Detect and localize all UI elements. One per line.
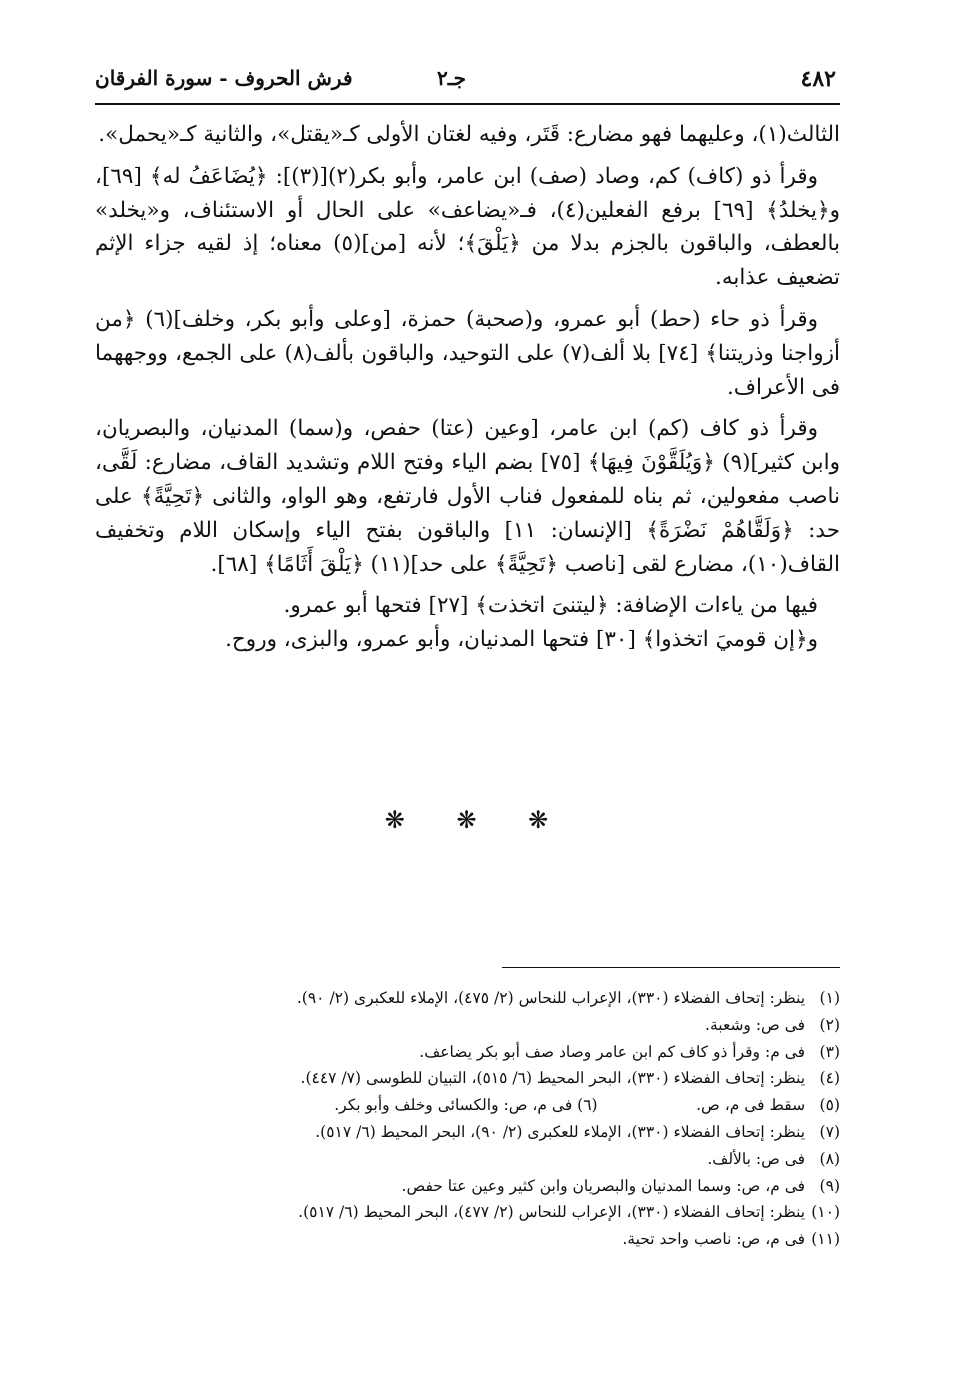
footnote [110, 985, 840, 1012]
footnote-number: (١١) [811, 1230, 840, 1249]
footnote-number: (٢) [819, 1015, 840, 1034]
footnote-text: فى ص: بالألف. [707, 1149, 806, 1168]
chapter-title: فرش الحروف - سورة الفرقان [95, 66, 353, 90]
paragraph: وقرأ ذو حاء (حط) أبو عمرو، و(صحبة) حمزة، [وعلى وأبو بكر، وخلف](٦) ﴿من أزواجنا وذريتنا﴾ [٧٤] بلا ألف(٧) على التوحيد، والباقون بألف(٨) على الجمع، ووجههما فى الأعراف. [95, 306, 840, 400]
footnote [110, 1119, 840, 1146]
footnote-number: (٧) [819, 1122, 840, 1141]
footnote-number: (٩) [819, 1176, 840, 1195]
footnote [110, 1039, 840, 1066]
footnote-text: ينظر: إتحاف الفضلاء (٣٣٠)، البحر المحيط (٦/ ٥١٥)، التبيان للطوسى (٧/ ٤٤٧). [300, 1069, 806, 1088]
footnote-text: فى م، ص: ناصب واحد تحية. [622, 1230, 806, 1249]
footnote-text: فى م: وقرأ ذو كاف كم ابن عامر وصاد صف أبو بكر يضاعف. [419, 1042, 806, 1061]
footnote [110, 1065, 840, 1092]
main-text [95, 118, 840, 657]
running-header [95, 66, 840, 100]
footnote [110, 1012, 840, 1039]
paragraph: فيها من ياءات الإضافة: ﴿ليتنىَ اتخذت﴾ [٢٧] فتحها أبو عمرو. [283, 593, 818, 619]
footnote-text: سقط فى م، ص. (٦) فى م، ص: والكسائى وخلف وأبو بكر. [334, 1096, 806, 1115]
footnote-text: فى ص: وشعبة. [705, 1015, 806, 1034]
section-separator: ❋ ❋ ❋ [384, 806, 571, 834]
paragraph: الثالث(١)، وعليهما فهو مضارع: قَتَر، وفيه لغتان الأولى كـ«يقتل»، والثانية كـ«يحمل». [98, 122, 840, 147]
footnote-text: ينظر: إتحاف الفضلاء (٣٣٠)، الإعراب للنحاس (٢/ ٤٧٧)، البحر المحيط (٦/ ٥١٧). [298, 1203, 806, 1222]
footnote [110, 1146, 840, 1173]
footnote-number: (٥) [819, 1096, 840, 1115]
footnote-number: (٣) [819, 1042, 840, 1061]
footnote-number: (٨) [819, 1149, 840, 1168]
footnote-text: فى م، ص: وسما المدنيان والبصريان وابن كثير وعين عتا حفص. [401, 1176, 806, 1195]
page-number: ٤٨٢ [800, 66, 836, 92]
footnote-text: ينظر: إتحاف الفضلاء (٣٣٠)، الإعراب للنحاس (٢/ ٤٧٥)، الإملاء للعكبرى (٢/ ٩٠). [296, 989, 806, 1007]
paragraph: وقرأ ذو كاف (كم) ابن عامر، [وعين (عتا) حفص، و(سما) المدنيان، والبصريان، وابن كثير](٩) ﴿وَيُلَقَّوْنَ فِيهَا﴾ [٧٥] بضم الياء وفتح اللام وتشديد القاف، مضارع: لَقَّى، ناصب مفعولين، ثم بناه للمفعول فناب الأول فارتفع، وهو الواو، والثانى ﴿تَحِيَّةً﴾ على حد: ﴿وَلَقَّاهُمْ نَضْرَةً﴾ [الإنسان: ١١] والباقون بفتح الياء وإسكان اللام وتخفيف القاف(١٠)، مضارع لقى [ناصب ﴿تَحِيَّةً﴾ على حد](١١) ﴿يَلْقَ أَثَامًا﴾ [٦٨]. [95, 416, 841, 577]
footnote [110, 1173, 840, 1200]
footnote-rule [502, 967, 840, 968]
paragraph: و﴿إن قوميَ اتخذوا﴾ [٣٠] فتحها المدنيان، وأبو عمرو، والبزى، وروح. [225, 627, 818, 653]
footnote-number: (١) [819, 989, 840, 1007]
footnote [110, 1092, 840, 1119]
footnote [110, 1226, 840, 1253]
footnote-number: (٤) [819, 1069, 840, 1088]
footnote-text: ينظر: إتحاف الفضلاء (٣٣٠)، الإملاء للعكبرى (٢/ ٩٠)، البحر المحيط (٦/ ٥١٧). [315, 1122, 806, 1141]
paragraph: وقرأ ذو (كاف) كم، وصاد (صف) ابن عامر، وأبو بكر(٢)[(٣)]: ﴿يُضَاعَفُ له﴾ [٦٩]، و﴿يخلدُ﴾ [٦٩] برفع الفعلين(٤)، فـ«يضاعف» على الحال أو الاستئناف، و«يخلد» بالعطف، والباقون بالجزم بدلا من ﴿يَلْقَ﴾؛ لأنه [من](٥) معناه؛ إذ لقيه جزاء الإثم تضعيف عذابه. [95, 163, 840, 291]
footnote-number: (١٠) [811, 1203, 840, 1222]
header-rule [95, 103, 840, 105]
footnote [110, 1199, 840, 1226]
volume-label: جـ٢ [437, 66, 466, 90]
footnotes [110, 985, 840, 1253]
